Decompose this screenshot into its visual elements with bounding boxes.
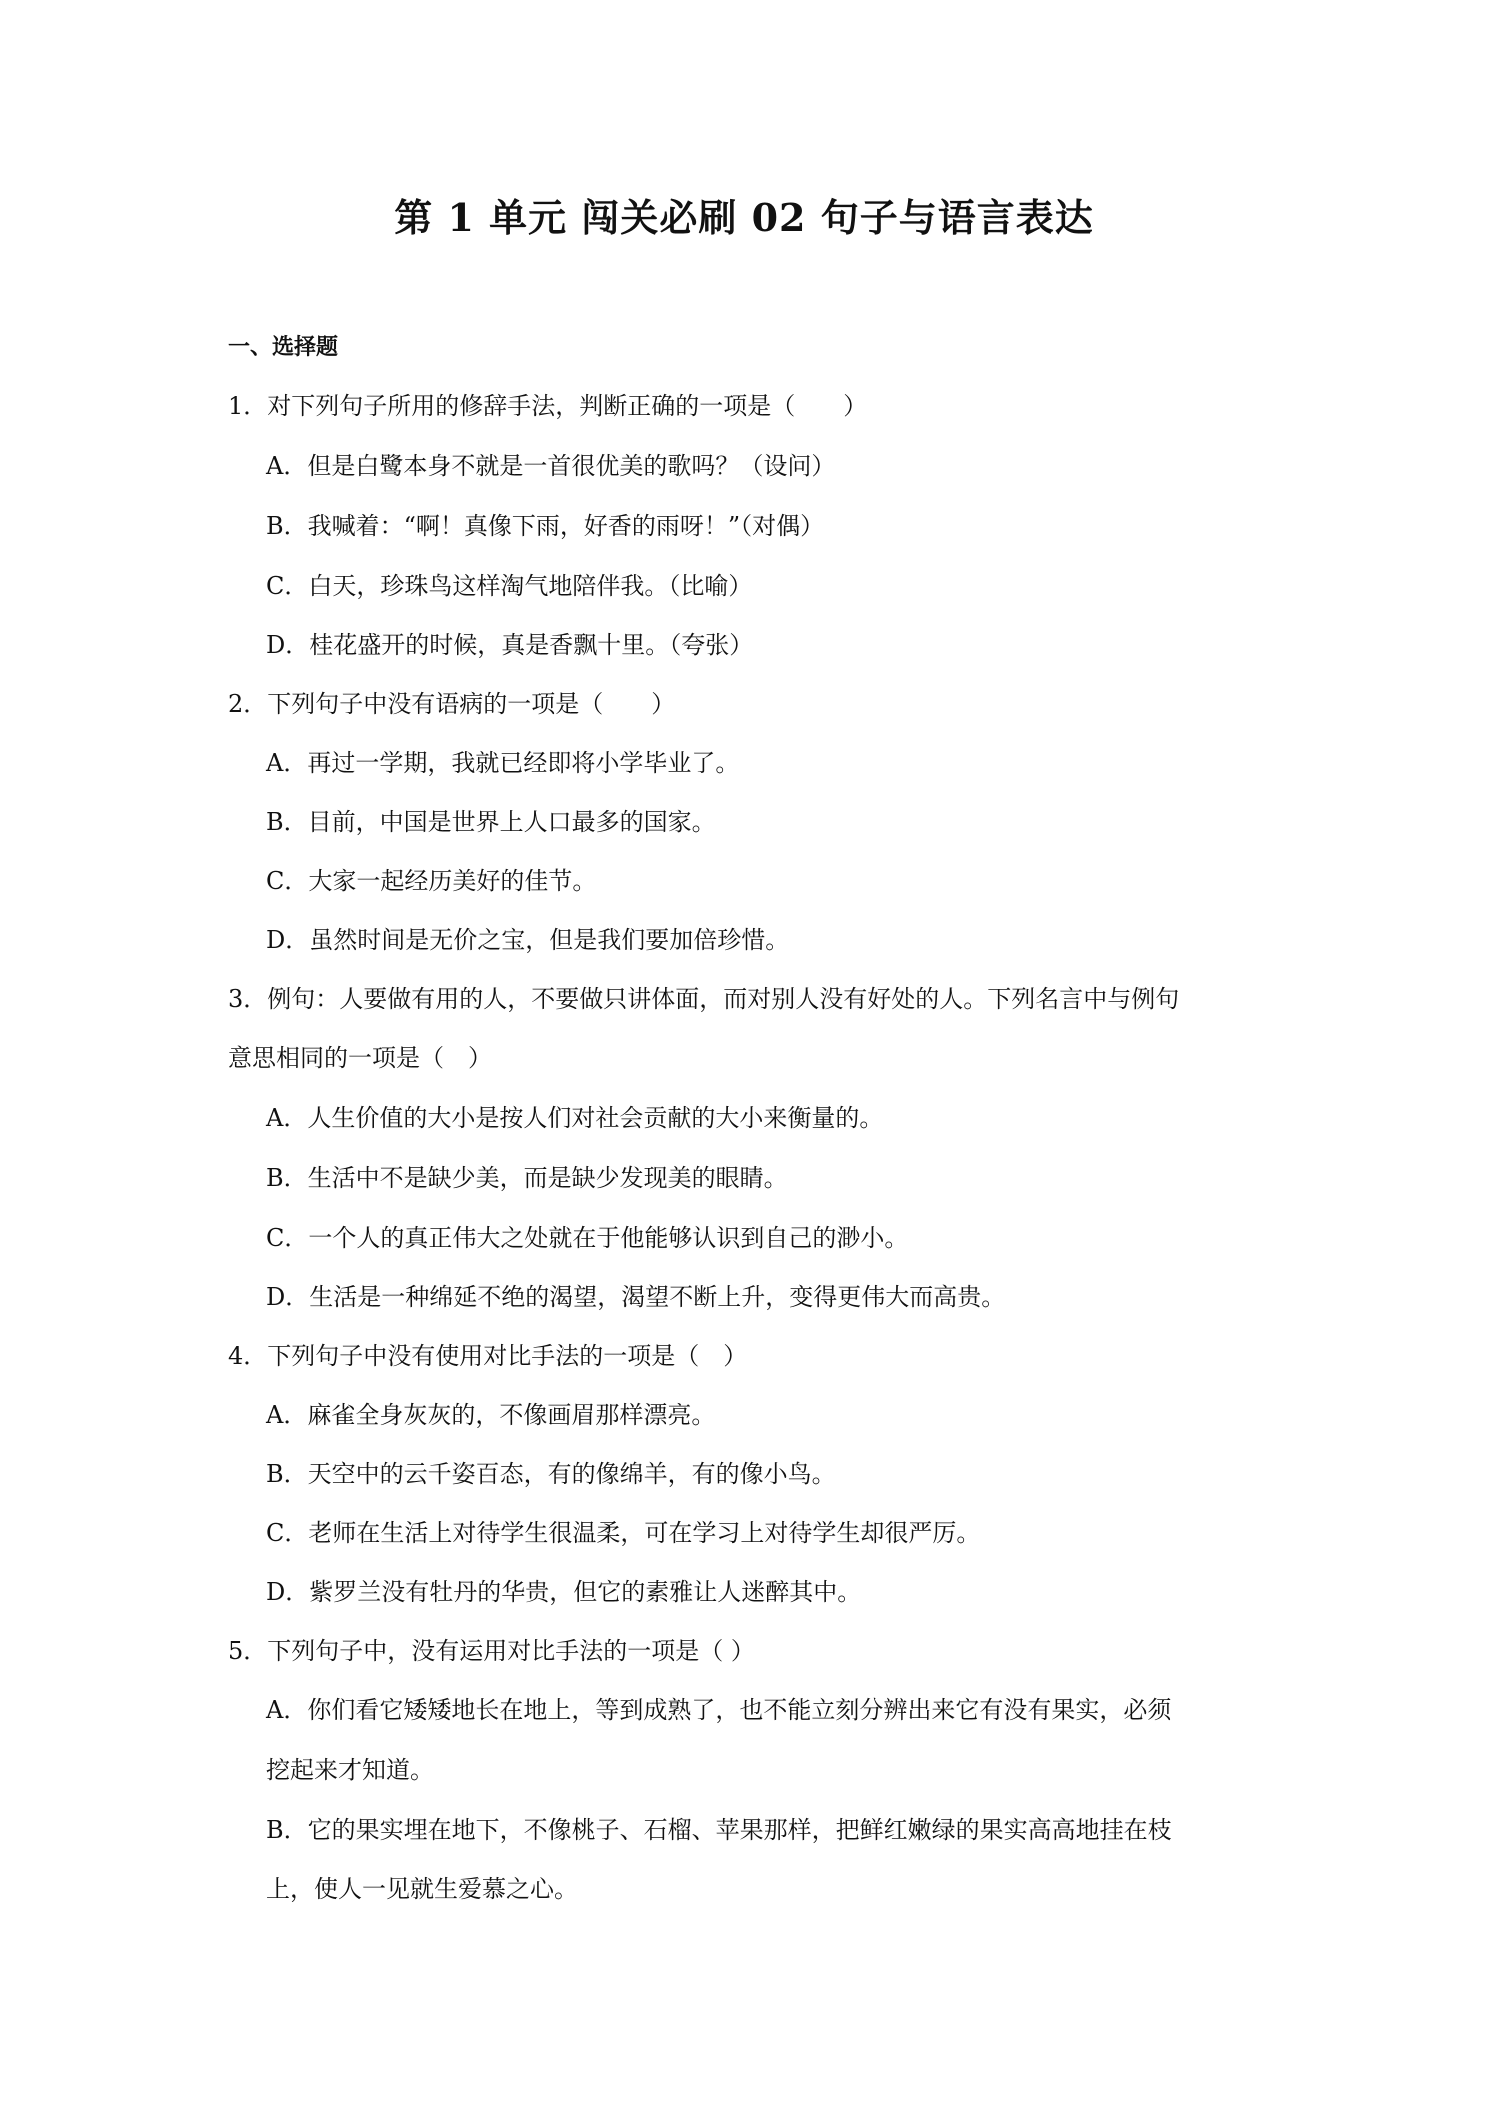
question-1-option-b: B．我喊着：“啊！真像下雨，好香的雨呀！”（对偶） [266, 512, 825, 540]
question-3-option-c: C．一个人的真正伟大之处就在于他能够认识到自己的渺小。 [266, 1224, 909, 1252]
page-title: 第 1 单元 闯关必刷 02 句子与语言表达 [394, 195, 1094, 240]
question-3-option-b: B．生活中不是缺少美，而是缺少发现美的眼睛。 [266, 1164, 788, 1192]
question-2-option-c: C．大家一起经历美好的佳节。 [266, 867, 597, 895]
question-1-option-d: D．桂花盛开的时候，真是香飘十里。（夸张） [266, 631, 754, 659]
question-1-option-c: C．白天，珍珠鸟这样淘气地陪伴我。（比喻） [266, 572, 753, 600]
question-3-option-a: A．人生价值的大小是按人们对社会贡献的大小来衡量的。 [266, 1104, 884, 1132]
question-2-option-d: D．虽然时间是无价之宝，但是我们要加倍珍惜。 [266, 926, 790, 954]
question-4-option-c: C．老师在生活上对待学生很温柔，可在学习上对待学生却很严厉。 [266, 1519, 981, 1547]
question-1-option-a: A．但是白鹭本身不就是一首很优美的歌吗？（设问） [266, 452, 836, 480]
question-3-stem: 3．例句：人要做有用的人，不要做只讲体面，而对别人没有好处的人。下列名言中与例句 [228, 985, 1180, 1013]
question-4-option-d: D．紫罗兰没有牡丹的华贵，但它的素雅让人迷醉其中。 [266, 1578, 862, 1606]
question-5-option-a-continued: 挖起来才知道。 [266, 1756, 434, 1784]
question-3-option-d: D．生活是一种绵延不绝的渴望，渴望不断上升，变得更伟大而高贵。 [266, 1283, 1006, 1311]
question-3-stem-continued: 意思相同的一项是（ ） [228, 1044, 492, 1072]
question-2-stem: 2．下列句子中没有语病的一项是（ ） [228, 690, 676, 718]
question-1-stem: 1．对下列句子所用的修辞手法，判断正确的一项是（ ） [228, 392, 868, 420]
question-4-option-a: A．麻雀全身灰灰的，不像画眉那样漂亮。 [266, 1401, 716, 1429]
question-4-option-b: B．天空中的云千姿百态，有的像绵羊，有的像小鸟。 [266, 1460, 836, 1488]
question-4-stem: 4．下列句子中没有使用对比手法的一项是（ ） [228, 1342, 748, 1370]
question-5-option-b: B．它的果实埋在地下，不像桃子、石榴、苹果那样，把鲜红嫩绿的果实高高地挂在枝 [266, 1816, 1172, 1844]
question-5-option-b-continued: 上，使人一见就生爱慕之心。 [266, 1875, 578, 1903]
question-5-option-a: A．你们看它矮矮地长在地上，等到成熟了，也不能立刻分辨出来它有没有果实，必须 [266, 1696, 1172, 1724]
question-2-option-b: B．目前，中国是世界上人口最多的国家。 [266, 808, 716, 836]
section-heading: 一、选择题 [228, 335, 339, 360]
question-2-option-a: A．再过一学期，我就已经即将小学毕业了。 [266, 749, 740, 777]
question-5-stem: 5．下列句子中，没有运用对比手法的一项是（ ） [228, 1637, 755, 1665]
